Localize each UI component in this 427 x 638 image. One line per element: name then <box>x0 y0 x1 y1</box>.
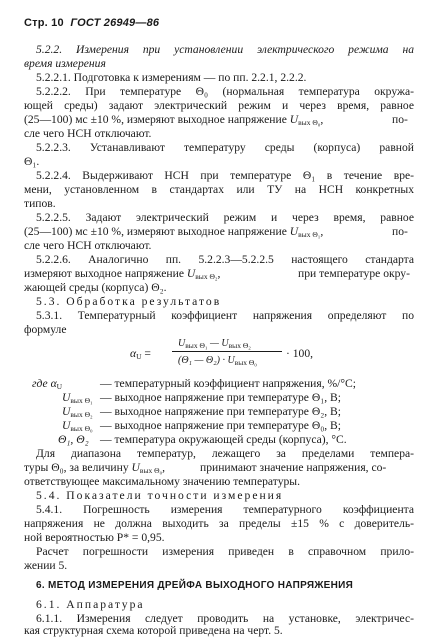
section-heading-6-1: 6.1. Аппаратура <box>36 598 145 611</box>
section-heading-6: 6. МЕТОД ИЗМЕРЕНИЯ ДРЕЙФА ВЫХОДНОГО НАПРЯЖЕНИЯ <box>36 580 354 591</box>
para-text: по- <box>392 225 408 238</box>
symbol-u-out: $U_{вых \Theta_1}$, <box>289 225 324 239</box>
para-5-3-1: 5.3.1. Температурный коэффициент напряжения определяют по <box>36 309 414 322</box>
text-run: (25—100) мс ±10 %, измеряют выходное напряжение <box>24 113 287 126</box>
para-text: сле чего НСН отключают. <box>24 239 152 252</box>
formula-tail: · 100, <box>286 347 314 360</box>
section-heading-5-4: 5.4. Показатели точности измерения <box>36 489 284 502</box>
para-5-2-2-3: 5.2.2.3. Устанавливают температуру среды (корпуса) равной <box>36 141 414 154</box>
formula-numerator: $U_{вых \Theta_1}$ — $U_{вых \Theta_2}$ <box>178 338 251 350</box>
formula-lhs: $\alpha_U$ = <box>130 347 151 361</box>
para-text: напряжения не должна выходить за пределы ±15 % с доверитель- <box>24 517 414 530</box>
standard-number: ГОСТ 26949—86 <box>70 17 160 29</box>
def-symbol: $U_{вых \Theta_1}$ <box>62 391 93 405</box>
section-heading-5-3: 5.3. Обработка результатов <box>36 295 222 308</box>
def-text: — выходное напряжение при температуре Θ₂, В; <box>100 405 342 418</box>
para-5-2-2-5: 5.2.2.5. Задают электрический режим и через время, равное <box>36 211 414 224</box>
symbol-u-out: $U_{вых \Theta_2}$, <box>186 267 221 281</box>
para-text: ющей среды) задают электрический режим и через время, равное <box>24 99 414 112</box>
para-text: ответствующее максимальному значению температуры. <box>24 475 300 488</box>
para-text: типов. <box>24 197 56 210</box>
para-5-2-2-1: 5.2.2.1. Подготовка к измерениям — по пп. 2.2.1, 2.2.2. <box>36 71 307 84</box>
para-text: Θ₁. <box>24 155 40 168</box>
para-text: ной вероятностью P* = 0,95. <box>24 531 165 544</box>
symbol-u-out: $U_{вых \Theta_0}$, <box>131 461 166 475</box>
para-text: при температуре окру- <box>298 267 410 280</box>
section-heading-5-2-2: 5.2.2. Измерения при установлении электрического режима на <box>36 43 414 56</box>
para-6-1-1: 6.1.1. Измерения следует проводить на установке, электричес- <box>36 612 414 625</box>
page-number: Стр. 10 <box>24 17 64 29</box>
text-run: (25—100) мс ±10 %, измеряют выходное напряжение <box>24 225 287 238</box>
def-text: — выходное напряжение при температуре Θ₀, В; <box>100 419 342 432</box>
text-run: туры Θ₀, за величину <box>24 461 129 474</box>
para-text: сле чего НСН отключают. <box>24 127 152 140</box>
def-symbol: $U_{вых \Theta_2}$ <box>62 405 93 419</box>
para-text: жающей среды (корпуса) Θ₂. <box>24 281 167 294</box>
para-5-2-2-2: 5.2.2.2. При температуре Θ₀ (нормальная температура окружа- <box>36 85 414 98</box>
page-header <box>24 17 159 31</box>
para-error-calc: Расчет погрешности измерения приведен в справочном прило- <box>36 545 414 558</box>
para-text: по- <box>392 113 408 126</box>
para-5-2-2-4: 5.2.2.4. Выдерживают НСН при температуре Θ₁ в течение вре- <box>36 169 414 182</box>
formula-denominator: (Θ₁ — $\Theta_2) \cdot U_{вых \Theta_0}$ <box>178 355 257 367</box>
text-run: измеряют выходное напряжение <box>24 267 184 280</box>
def-symbol: $U_{вых \Theta_0}$ <box>62 419 93 433</box>
section-heading-5-2-2-cont: время измерения <box>24 57 106 70</box>
symbol-u-out: $U_{вых \Theta_0}$, <box>289 113 324 127</box>
para-text: кая структурная схема которой приведена на черт. 5. <box>24 624 283 637</box>
def-symbol: где $\alpha_U$ <box>32 377 63 391</box>
fraction-bar <box>172 351 282 352</box>
def-text: — температура окружающей среды (корпуса), °C. <box>100 433 347 446</box>
para-text: принимают значение напряжения, со- <box>200 461 387 474</box>
def-symbol: Θ₁, Θ₂ <box>58 433 89 446</box>
para-5-4-1: 5.4.1. Погрешность измерения температурного коэффициента <box>36 503 414 516</box>
para-range-note: Для диапазона температур, лежащего за пределами темпера- <box>36 447 414 460</box>
para-text: мени, установленном в стандартах или ТУ на НСН конкретных <box>24 183 414 196</box>
def-text: — температурный коэффициент напряжения, %/°C; <box>100 377 356 390</box>
def-text: — выходное напряжение при температуре Θ₁, В; <box>100 391 342 404</box>
para-text: формуле <box>24 323 67 336</box>
para-text: жении 5. <box>24 559 68 572</box>
para-5-2-2-6: 5.2.2.6. Аналогично пп. 5.2.2.3—5.2.2.5 настоящего стандарта <box>36 253 414 266</box>
